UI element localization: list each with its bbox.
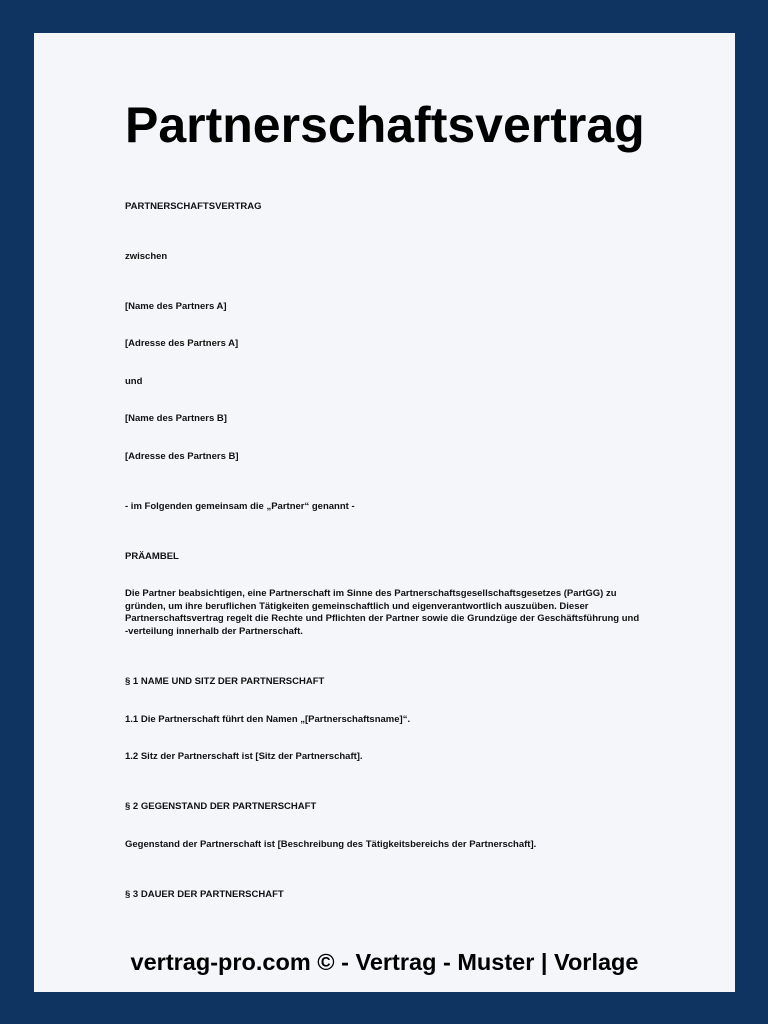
- preamble-text: Die Partner beabsichtigen, eine Partnerschaft im Sinne des Partnerschaftsgesellschaftsgesetzes (PartGG) zu gründen, um ihre beruflichen Tätigkeiten gemeinschaftlich und eigenverantwortlich auszuüben. Dieser Partnerschaftsvertrag regelt die Rechte und Pflichten der Partner sowie die Grundzüge der Geschäftsführung und -verteilung innerhalb der Partnerschaft.: [125, 588, 640, 637]
- partner-a-name: [Name des Partners A]: [125, 301, 227, 312]
- footer-watermark: vertrag-pro.com © - Vertrag - Muster | Vorlage: [130, 949, 639, 975]
- between-label: zwischen: [125, 251, 168, 262]
- section-1-item-1: 1.1 Die Partnerschaft führt den Namen „[Partnerschaftsname]“.: [125, 714, 411, 725]
- section-1-item-2: 1.2 Sitz der Partnerschaft ist [Sitz der Partnerschaft].: [125, 751, 363, 762]
- document-page: [34, 33, 735, 992]
- partner-b-address: [Adresse des Partners B]: [125, 451, 239, 462]
- document-title: Partnerschaftsvertrag: [125, 97, 645, 153]
- section-2-heading: § 2 GEGENSTAND DER PARTNERSCHAFT: [125, 801, 317, 812]
- section-1-heading: § 1 NAME UND SITZ DER PARTNERSCHAFT: [125, 676, 325, 687]
- preamble-heading: PRÄAMBEL: [125, 551, 179, 562]
- section-3-heading: § 3 DAUER DER PARTNERSCHAFT: [125, 889, 284, 900]
- partner-b-name: [Name des Partners B]: [125, 413, 227, 424]
- section-2-text: Gegenstand der Partnerschaft ist [Beschreibung des Tätigkeitsbereichs der Partnerschaft].: [125, 839, 537, 850]
- collective-note: - im Folgenden gemeinsam die „Partner“ genannt -: [125, 501, 355, 512]
- contract-heading: PARTNERSCHAFTSVERTRAG: [125, 201, 262, 212]
- partner-a-address: [Adresse des Partners A]: [125, 338, 239, 349]
- and-label: und: [125, 376, 143, 387]
